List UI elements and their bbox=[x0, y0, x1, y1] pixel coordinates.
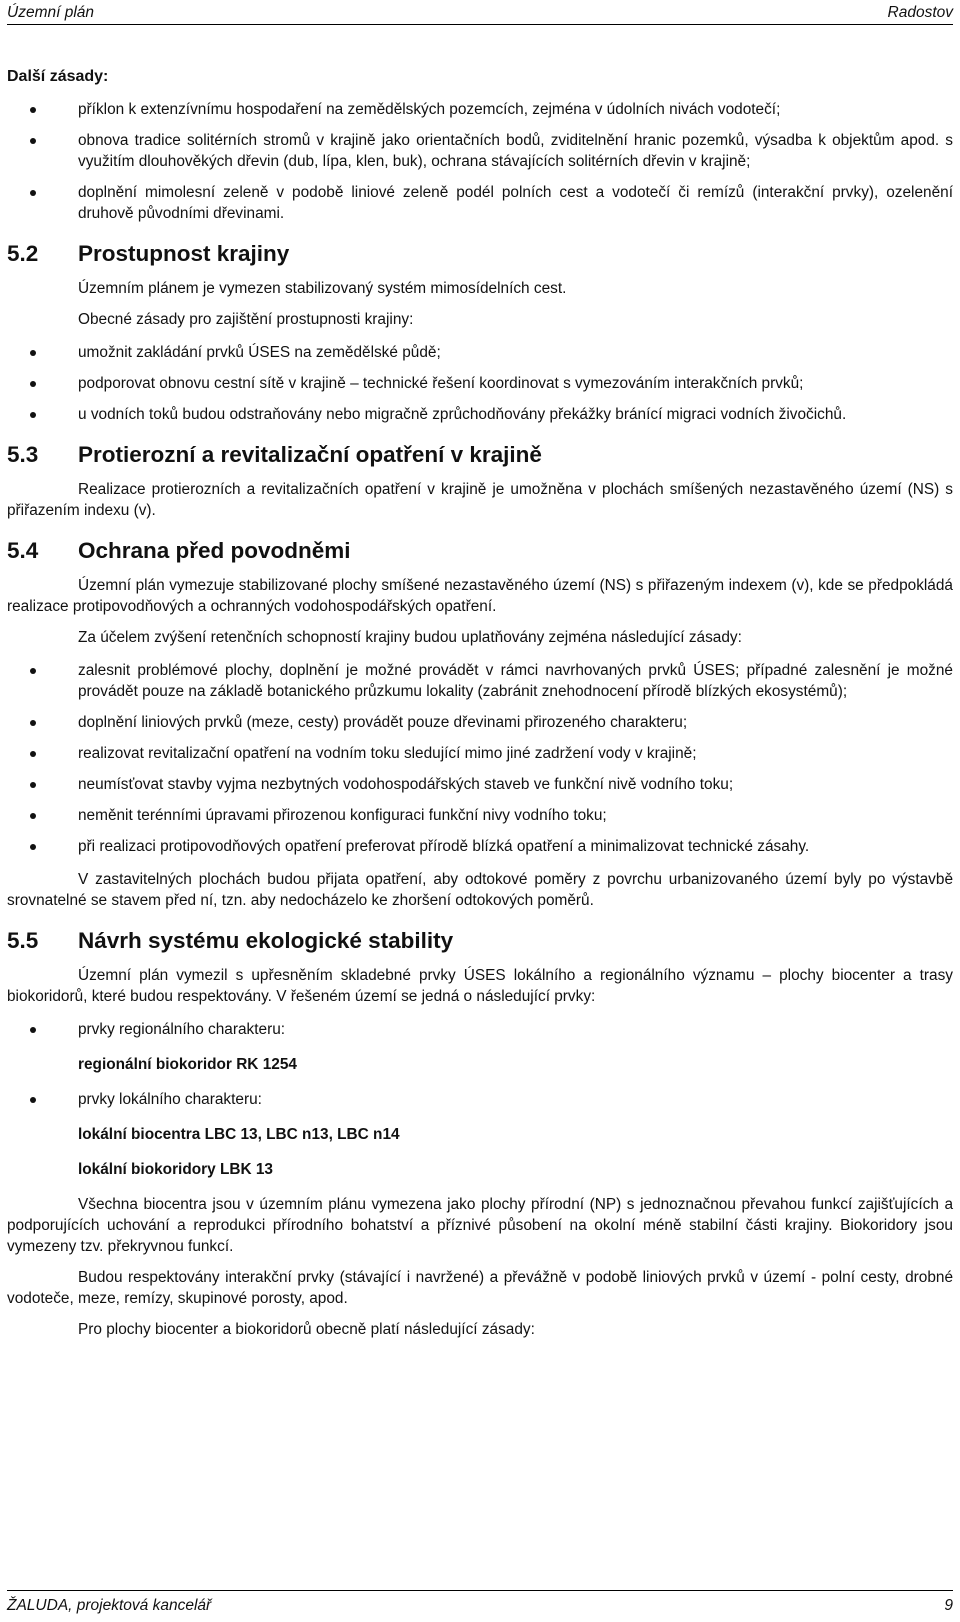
page-footer bbox=[7, 1590, 953, 1619]
paragraph: Obecné zásady pro zajištění prostupnosti krajiny: bbox=[78, 311, 414, 328]
section-title: Ochrana před povodněmi bbox=[78, 538, 351, 563]
page-content bbox=[7, 66, 953, 1350]
permeability-list bbox=[7, 342, 953, 425]
section-number: 5.3 bbox=[7, 442, 39, 467]
paragraph: Pro plochy biocenter a biokoridorů obecně platí následující zásady: bbox=[78, 1321, 535, 1338]
section-title: Prostupnost krajiny bbox=[78, 241, 290, 266]
list-item: neměnit terénními úpravami přirozenou konfiguraci funkční nivy vodního toku; bbox=[7, 805, 953, 826]
section-title: Návrh systému ekologické stability bbox=[78, 928, 454, 953]
section-number: 5.2 bbox=[7, 241, 39, 266]
list-item: zalesnit problémové plochy, doplnění je možné provádět v rámci navrhovaných prvků ÚSES; případné zalesnění je možné provádět pouze na základě botanického průzkumu lokality (zabránit znehodnocení přírodě blízkých ekosystémů); bbox=[7, 660, 953, 702]
paragraph: Budou respektovány interakční prvky (stávající i navržené) a převážně v podobě liniových prvků v území - polní cesty, drobné vodoteče, meze, remízy, skupinové porosty, apod. bbox=[7, 1269, 953, 1307]
further-principles-list bbox=[7, 99, 953, 224]
list-item: podporovat obnovu cestní sítě v krajině – technické řešení koordinovat s vymezováním interakčních prvků; bbox=[7, 373, 953, 394]
further-principles-heading: Další zásady: bbox=[7, 68, 109, 85]
header-municipality: Radostov bbox=[887, 4, 953, 21]
section-heading-5-2 bbox=[7, 240, 953, 268]
list-item: doplnění liniových prvků (meze, cesty) provádět pouze dřevinami přirozeného charakteru; bbox=[7, 712, 953, 733]
retention-principles-list bbox=[7, 660, 953, 857]
list-item: příklon k extenzívnímu hospodaření na zemědělských pozemcích, zejména v údolních nivách vodotečí; bbox=[7, 99, 953, 120]
paragraph: Územním plánem je vymezen stabilizovaný systém mimosídelních cest. bbox=[78, 280, 567, 297]
section-number: 5.5 bbox=[7, 928, 39, 953]
paragraph: V zastavitelných plochách budou přijata opatření, aby odtokové poměry z povrchu urbanizovaného území byly po výstavbě srovnatelné se stavem před ní, tzn. aby nedocházelo ke zhoršení odtokových poměrů. bbox=[7, 871, 953, 909]
list-item: umožnit zakládání prvků ÚSES na zemědělské půdě; bbox=[7, 342, 953, 363]
paragraph: Všechna biocentra jsou v územním plánu vymezena jako plochy přírodní (NP) s jednoznačnou převahou funkcí zajišťujících a podporujících uchování a reprodukci přírodního bohatství a příznivé působení na okolní méně stabilní části krajiny. Biokoridory jsou vymezeny tzv. překryvnou funkcí. bbox=[7, 1196, 953, 1255]
list-item: prvky regionálního charakteru: bbox=[7, 1019, 953, 1040]
list-item: neumísťovat stavby vyjma nezbytných vodohospodářských staveb ve funkční nivě vodního toku; bbox=[7, 774, 953, 795]
page-header bbox=[7, 2, 953, 25]
section-heading-5-4 bbox=[7, 537, 953, 565]
paragraph: Realizace protierozních a revitalizačních opatření v krajině je umožněna v plochách smíšených nezastavěného území (NS) s přiřazením indexu (v). bbox=[7, 481, 953, 519]
local-biocenters: lokální biocentra LBC 13, LBC n13, LBC n14 bbox=[78, 1126, 400, 1143]
regional-biocorridor: regionální biokoridor RK 1254 bbox=[78, 1056, 297, 1073]
section-heading-5-3 bbox=[7, 441, 953, 469]
page-number: 9 bbox=[944, 1596, 953, 1614]
paragraph: Za účelem zvýšení retenčních schopností krajiny budou uplatňovány zejména následující zásady: bbox=[78, 629, 742, 646]
list-item: obnova tradice solitérních stromů v krajině jako orientačních bodů, zviditelnění hranic pozemků, výsadba k objektům apod. s využitím dlouhověkých dřevin (dub, lípa, klen, buk), ochrana stávajících solitérních dřevin v krajině; bbox=[7, 130, 953, 172]
paragraph: Územní plán vymezil s upřesněním skladebné prvky ÚSES lokálního a regionálního významu – plochy biocenter a trasy biokoridorů, které budou respektovány. V řešeném území se jedná o následující prvky: bbox=[7, 967, 953, 1005]
paragraph: Územní plán vymezuje stabilizované plochy smíšené nezastavěného území (NS) s přiřazeným indexem (v), kde se předpokládá realizace protipovodňových a ochranných vodohospodářských opatření. bbox=[7, 577, 953, 615]
list-item: při realizaci protipovodňových opatření preferovat přírodě blízká opatření a minimalizovat technické zásahy. bbox=[7, 836, 953, 857]
list-item: prvky lokálního charakteru: bbox=[7, 1089, 953, 1110]
header-document-title: Územní plán bbox=[7, 4, 95, 21]
local-biocorridors: lokální biokoridory LBK 13 bbox=[78, 1161, 273, 1178]
section-title: Protierozní a revitalizační opatření v krajině bbox=[78, 442, 542, 467]
section-number: 5.4 bbox=[7, 538, 39, 563]
footer-company: ŽALUDA, projektová kancelář bbox=[7, 1596, 212, 1614]
list-item: u vodních toků budou odstraňovány nebo migračně zprůchodňovány překážky bránící migraci vodních živočichů. bbox=[7, 404, 953, 425]
list-item: realizovat revitalizační opatření na vodním toku sledující mimo jiné zadržení vody v krajině; bbox=[7, 743, 953, 764]
local-elements-list bbox=[7, 1089, 953, 1110]
regional-elements-list bbox=[7, 1019, 953, 1040]
section-heading-5-5 bbox=[7, 927, 953, 955]
list-item: doplnění mimolesní zeleně v podobě liniové zeleně podél polních cest a vodotečí či remízů (interakční prvky), ozelenění druhově původními dřevinami. bbox=[7, 182, 953, 224]
